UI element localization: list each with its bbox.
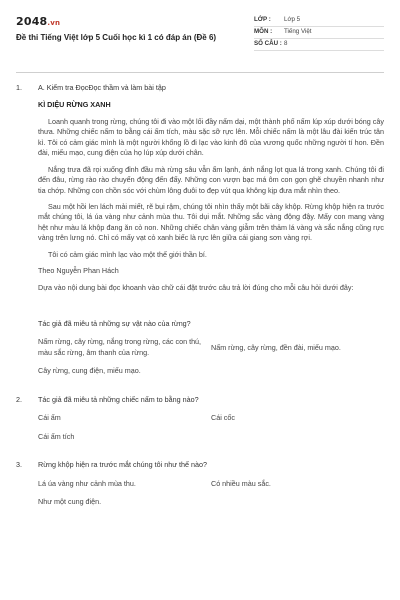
meta-value: Tiếng Việt xyxy=(284,28,312,35)
header xyxy=(16,0,384,60)
exam-title: Đề thi Tiếng Việt lớp 5 Cuối học kì 1 có đáp án (Đề 6) xyxy=(16,32,217,42)
meta-row-subject xyxy=(254,27,384,39)
story-paragraph: Tôi có cảm giác mình lạc vào một thế giới thần bí. xyxy=(48,249,207,259)
option-label: Cái cốc xyxy=(211,413,235,423)
question-body xyxy=(38,83,384,385)
answer-options xyxy=(38,337,384,384)
option-label: Lá úa vàng như cảnh mùa thu. xyxy=(38,478,136,488)
option-label: Cái ấm xyxy=(38,413,61,423)
header-divider xyxy=(16,72,384,73)
brand-block xyxy=(16,14,246,60)
option-label: Có nhiều màu sắc. xyxy=(211,478,271,488)
answer-options xyxy=(38,413,384,450)
answer-option[interactable] xyxy=(211,337,384,358)
question-1 xyxy=(16,83,384,385)
meta-row-class xyxy=(254,15,384,27)
meta-row-count xyxy=(254,39,384,51)
option-label: Cái ấm tích xyxy=(38,431,75,441)
sub-question: Tác giả đã miêu tả những sự vật nào của rừng? xyxy=(38,319,191,328)
story-paragraph: Nắng trưa đã rọi xuống đỉnh đầu mà rừng sâu vẫn ẩm lạnh, ánh nắng lọt qua lá trong xanh. Chúng tôi đi đến đâu, rừng rào rào chuyển động đến đấy. Những con vượn bạc má ôm con gọn ghẽ chuyền nhanh như tia chớp. Những con chồn sóc với chùm lông đuôi to đẹp vút qua không kịp đưa mắt nhìn theo. xyxy=(38,164,384,195)
answer-option[interactable] xyxy=(38,432,384,442)
option-label: Cây rừng, cung điện, miếu mạo. xyxy=(38,366,141,376)
meta-label: LỚP : xyxy=(254,16,271,23)
question-number: 3. xyxy=(16,460,22,470)
exam-meta xyxy=(254,15,384,60)
meta-label: MÔN : xyxy=(254,28,273,35)
question-text: Tác giả đã miêu tả những chiếc nấm to bằng nào? xyxy=(38,394,199,404)
logo-suffix: .vn xyxy=(47,19,61,27)
story-author: Theo Nguyễn Phan Hách xyxy=(38,266,119,276)
answer-options xyxy=(38,479,384,516)
option-label: Như một cung điện. xyxy=(38,496,102,506)
question-body xyxy=(38,395,384,450)
question-number: 2. xyxy=(16,394,22,404)
option-label: Nấm rừng, cây rừng, đền đài, miếu mạo. xyxy=(211,342,341,352)
question-text: Rừng khộp hiện ra trước mắt chúng tôi như thế nào? xyxy=(38,460,207,470)
answer-option[interactable] xyxy=(38,413,211,423)
question-body xyxy=(38,460,384,515)
answer-option[interactable] xyxy=(38,366,384,376)
story-title: KÌ DIỆU RỪNG XANH xyxy=(38,100,111,110)
answer-option[interactable] xyxy=(38,337,211,358)
meta-value: Lớp 5 xyxy=(284,16,301,23)
answer-option[interactable] xyxy=(211,413,384,423)
question-3 xyxy=(16,460,384,515)
option-label: Nấm rừng, cây rừng, nắng trong rừng, các con thú, màu sắc rừng, âm thanh của rừng. xyxy=(38,337,202,357)
site-logo[interactable] xyxy=(16,14,246,30)
story-paragraph: Sau một hồi len lách mải miết, rẽ bụi rậm, chúng tôi nhìn thấy một bãi cây khộp. Rừng khộp hiện ra trước mắt chúng tôi, lá úa vàng như cảnh mùa thu. Tôi dụi mắt. Những sắc vàng động đậy. Mấy con mang vàng hệt như màu lá khộp đang ăn cỏ non. Những chiếc chân vàng giẫm trên thảm lá vàng và sắc nắng cũng rực vàng trên lưng nó. Chỉ có mấy vạt cỏ xanh biếc là rực lên giữa cái giang sơn vàng rợi. xyxy=(38,201,384,243)
logo-main: 2048 xyxy=(16,15,48,28)
question-2 xyxy=(16,395,384,450)
story-paragraph: Loanh quanh trong rừng, chúng tôi đi vào một lối đầy nấm dại, một thành phố nấm lúp xúp dưới bóng cây thưa. Những chiếc nấm to bằng cái ấm tích, màu sặc sỡ rực lên. Mỗi chiếc nấm là một lâu đài kiến trúc tân kì. Tôi có cảm giác mình là một người khổng lồ đi lạc vào kinh đô của vương quốc những người tí hon. Đền đài, miếu mạo, cung điện của họ lúp xúp dưới chân. xyxy=(38,116,384,158)
answer-option[interactable] xyxy=(211,479,384,489)
question-number: 1. xyxy=(16,83,22,92)
meta-value: 8 xyxy=(284,40,288,47)
directive-text: Dựa vào nội dung bài đọc khoanh vào chữ cái đặt trước câu trả lời đúng cho mỗi câu hỏi dưới đây: xyxy=(38,282,354,292)
question-instruction: A. Kiểm tra ĐọcĐọc thầm và làm bài tập xyxy=(38,83,166,92)
answer-option[interactable] xyxy=(38,479,211,489)
meta-label: SỐ CÂU : xyxy=(254,40,282,47)
answer-option[interactable] xyxy=(38,497,384,507)
